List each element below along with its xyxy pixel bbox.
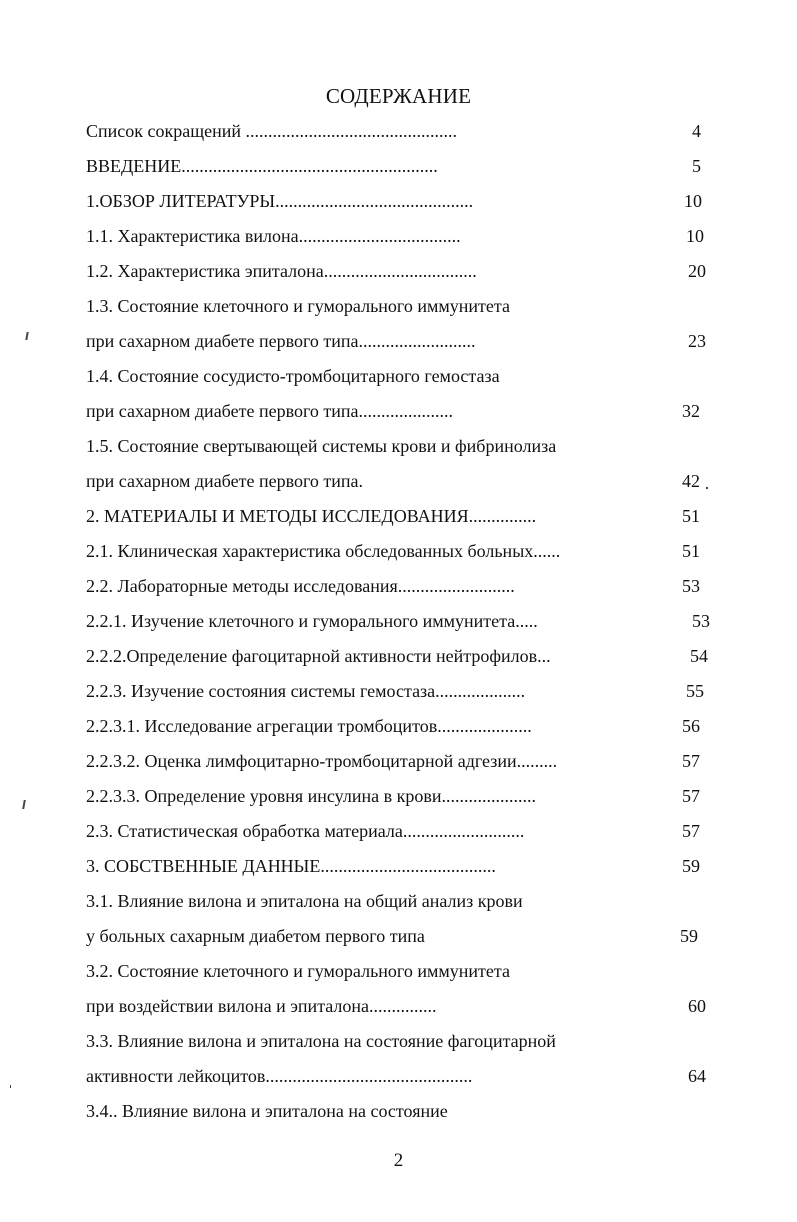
toc-entry-text: 1.1. Характеристика вилона.................................... xyxy=(86,226,461,246)
toc-entry-text: 3.2. Состояние клеточного и гуморального иммунитета xyxy=(86,961,510,981)
toc-entry-text: 3.4.. Влияние вилона и эпиталона на состояние xyxy=(86,1101,448,1121)
toc-entry-text: 1.2. Характеристика эпиталона.................................. xyxy=(86,261,477,281)
scan-speck xyxy=(706,487,708,489)
toc-entry-page: 53 xyxy=(692,611,710,631)
toc-entry-text: при сахарном диабете первого типа. xyxy=(86,471,363,491)
toc-entry-text: активности лейкоцитов.............................................. xyxy=(86,1066,473,1086)
toc-entry-text: при сахарном диабете первого типа..................... xyxy=(86,401,453,421)
toc-entry-text: при сахарном диабете первого типа.......................... xyxy=(86,331,476,351)
toc-entry-text: у больных сахарным диабетом первого типа xyxy=(86,926,425,946)
toc-entry-page: 23 xyxy=(688,331,706,351)
toc-entry-text: 1.4. Состояние сосудисто-тромбоцитарного гемостаза xyxy=(86,366,500,386)
toc-entry-text: 2.2.3.2. Оценка лимфоцитарно-тромбоцитарной адгезии......... xyxy=(86,751,558,771)
toc-entry-text: при воздействии вилона и эпиталона............... xyxy=(86,996,437,1016)
toc-entry-page: 4 xyxy=(692,121,701,141)
toc-entry-text: 2.1. Клиническая характеристика обследованных больных...... xyxy=(86,541,561,561)
toc-entry-text: 3.3. Влияние вилона и эпиталона на состояние фагоцитарной xyxy=(86,1031,556,1051)
toc-entry-text: 2. МАТЕРИАЛЫ И МЕТОДЫ ИССЛЕДОВАНИЯ............... xyxy=(86,506,537,526)
toc-entry-page: 57 xyxy=(682,751,700,771)
toc-entry-text: ВВЕДЕНИЕ......................................................... xyxy=(86,156,438,176)
toc-entry-text: 2.2.3.1. Исследование агрегации тромбоцитов..................... xyxy=(86,716,532,736)
toc-entry-text: 1.5. Состояние свертывающей системы крови и фибринолиза xyxy=(86,436,557,456)
toc-entry-text: 1.3. Состояние клеточного и гуморального иммунитета xyxy=(86,296,510,316)
toc-entry-page: 56 xyxy=(682,716,700,736)
page-number: 2 xyxy=(393,1150,404,1171)
toc-entry-page: 42 xyxy=(682,471,700,491)
toc-entry-text: 3.1. Влияние вилона и эпиталона на общий анализ крови xyxy=(86,891,523,911)
toc-entry-page: 57 xyxy=(682,786,700,806)
toc-entry-page: 64 xyxy=(688,1066,706,1086)
toc-entry-page: 10 xyxy=(686,226,704,246)
toc-entry-page: 55 xyxy=(686,681,704,701)
toc-entry-page: 32 xyxy=(682,401,700,421)
page-title: СОДЕРЖАНИЕ xyxy=(325,84,472,108)
toc-entry-text: 3. СОБСТВЕННЫЕ ДАННЫЕ....................................... xyxy=(86,856,496,876)
toc-entry-page: 57 xyxy=(682,821,700,841)
toc-entry-page: 20 xyxy=(688,261,706,281)
toc-entry-text: 2.2.2.Определение фагоцитарной активности нейтрофилов... xyxy=(86,646,551,666)
toc-entry-page: 59 xyxy=(680,926,698,946)
scan-speck xyxy=(10,1085,11,1088)
toc-entry-page: 5 xyxy=(692,156,701,176)
toc-entry-text: 1.ОБЗОР ЛИТЕРАТУРЫ............................................ xyxy=(86,191,474,211)
toc-entry-text: 2.2.3.3. Определение уровня инсулина в крови..................... xyxy=(86,786,537,806)
toc-entry-text: 2.2.3. Изучение состояния системы гемостаза.................... xyxy=(86,681,526,701)
toc-entry-page: 53 xyxy=(682,576,700,596)
toc-entry-text: 2.2. Лабораторные методы исследования.......................... xyxy=(86,576,515,596)
toc-entry-text: 2.2.1. Изучение клеточного и гуморального иммунитета..... xyxy=(86,611,538,631)
toc-entry-page: 51 xyxy=(682,541,700,561)
toc-entry-page: 51 xyxy=(682,506,700,526)
toc-entry-page: 10 xyxy=(684,191,702,211)
toc-entry-page: 60 xyxy=(688,996,706,1016)
toc-entry-text: 2.3. Статистическая обработка материала........................... xyxy=(86,821,525,841)
toc-entry-page: 59 xyxy=(682,856,700,876)
toc-entry-text: Список сокращений ............................................... xyxy=(86,121,457,141)
toc-entry-page: 54 xyxy=(690,646,708,666)
